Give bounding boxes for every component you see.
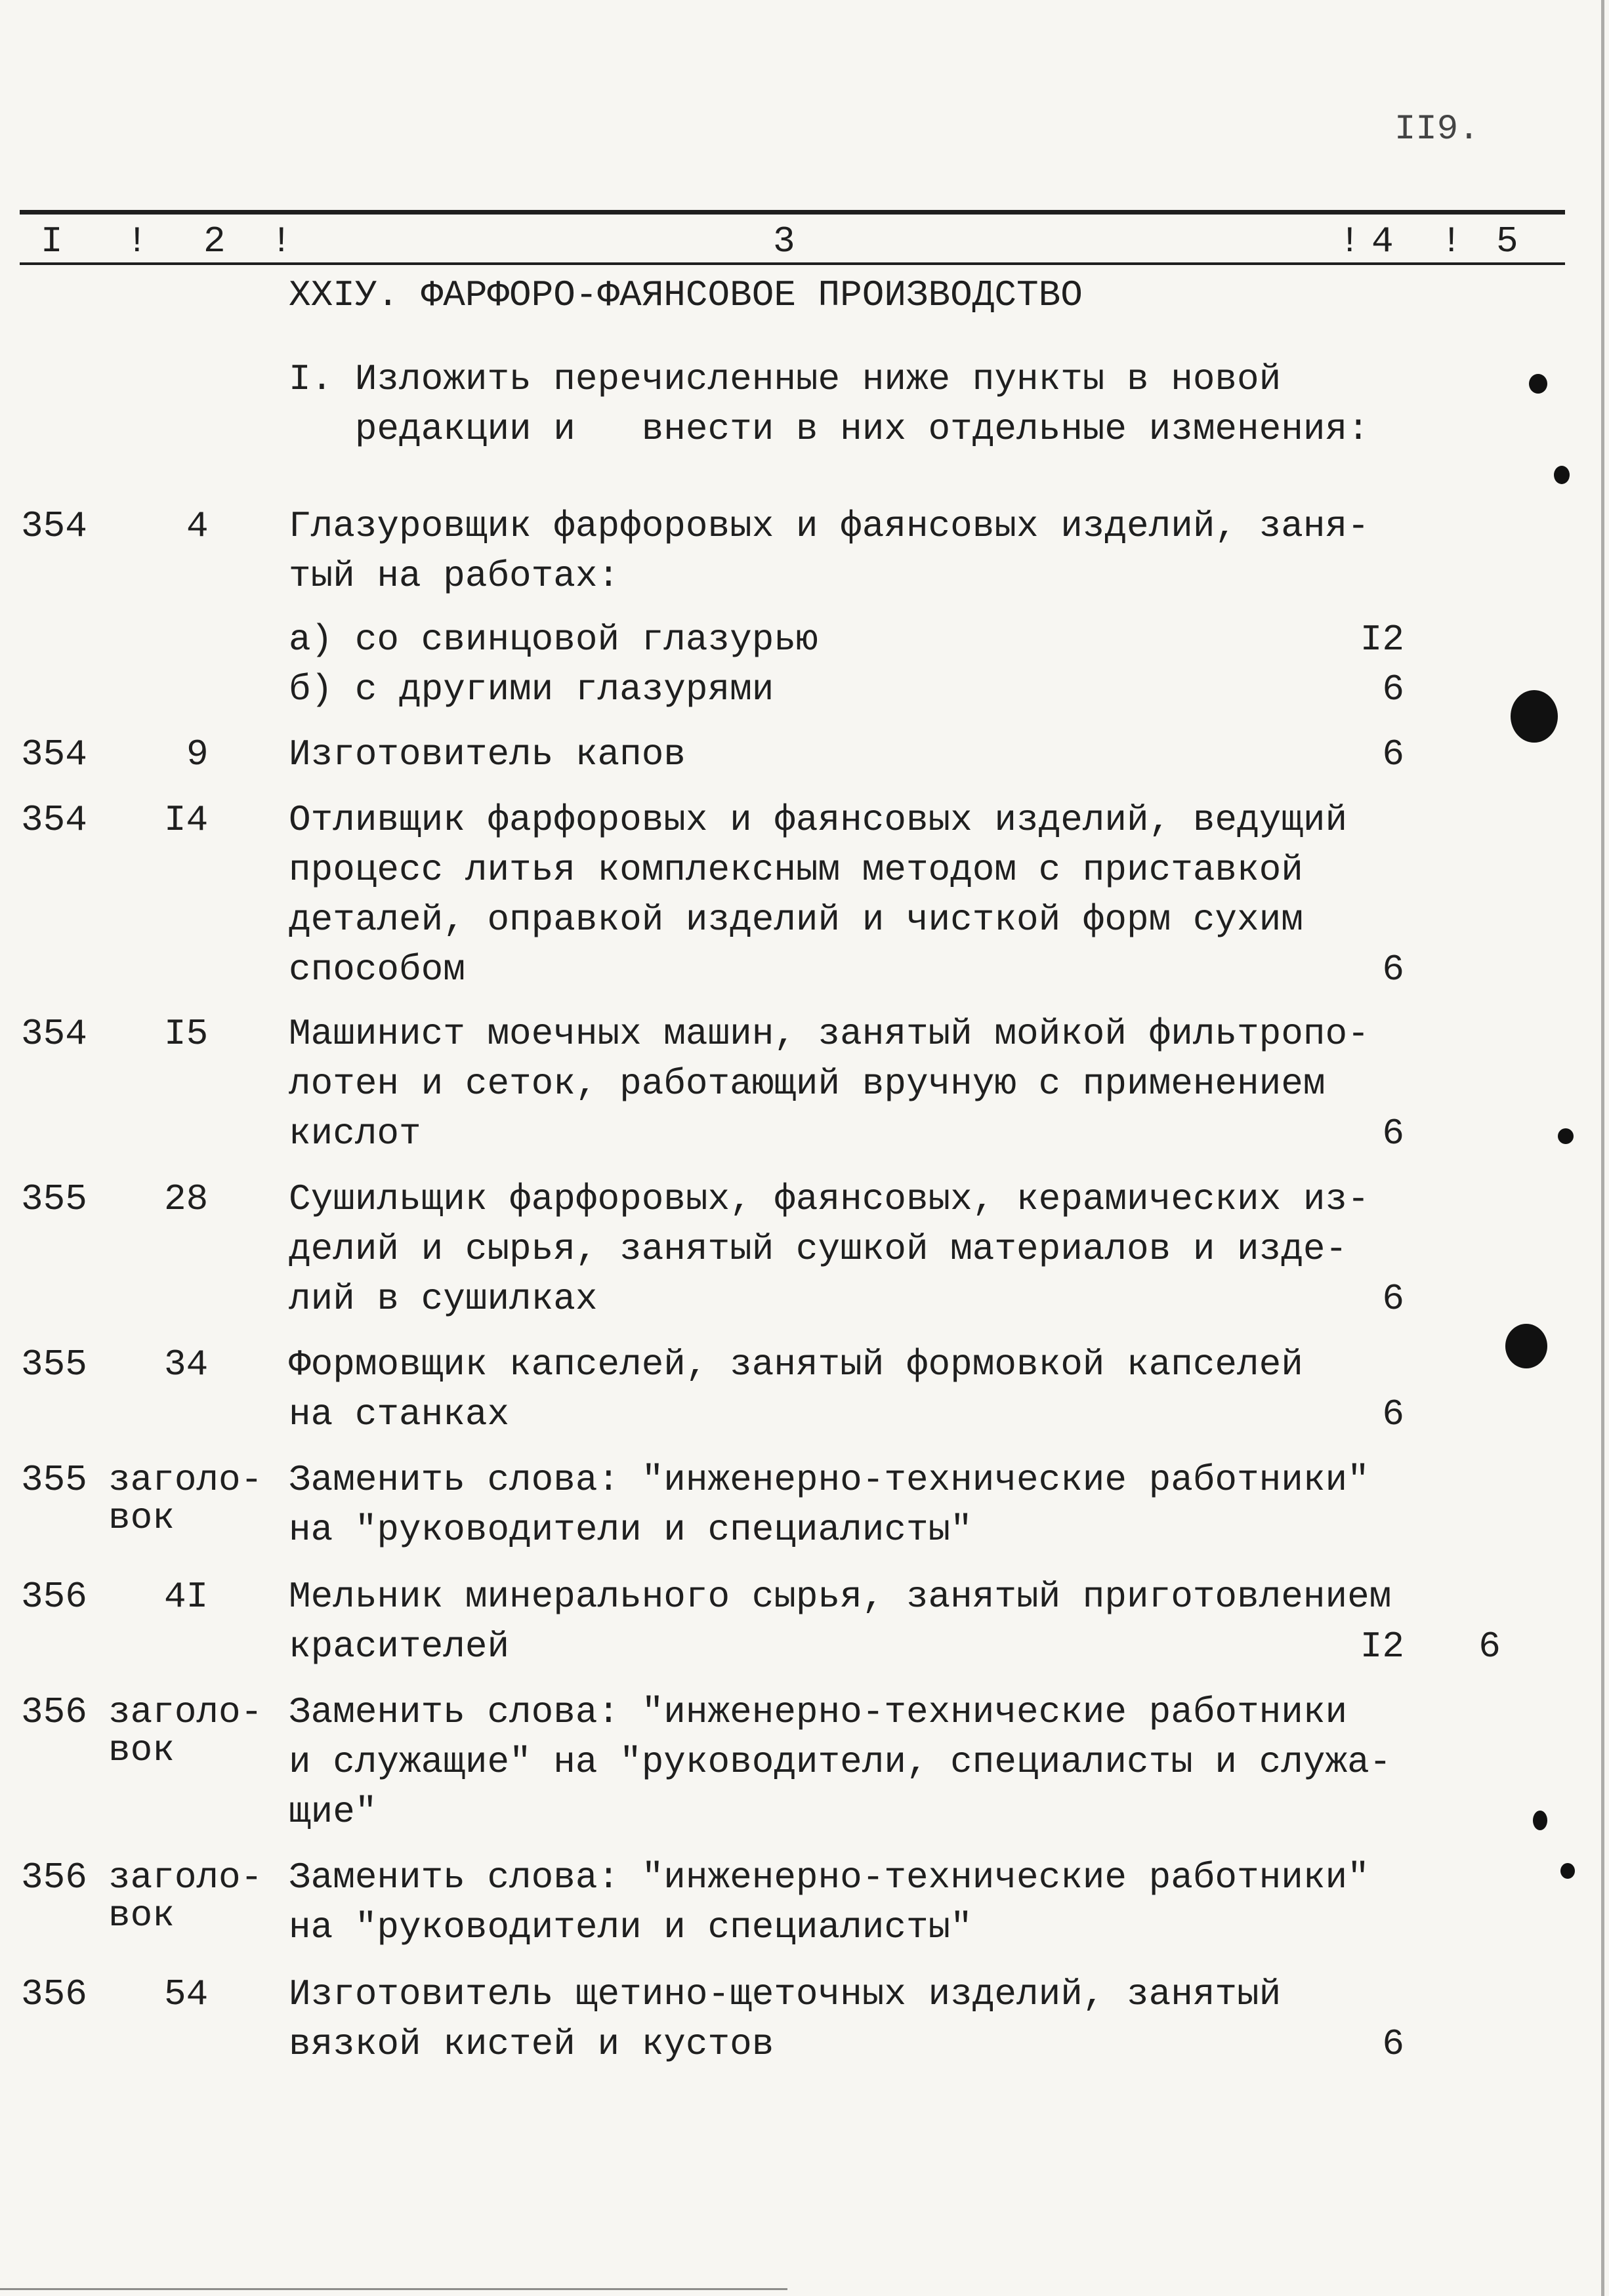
row-text-line: процесс литья комплексным методом с приставкой (289, 849, 1303, 891)
row-text-line: Отливщик фарфоровых и фаянсовых изделий, ведущий (289, 799, 1348, 841)
row-page: 356 (21, 1973, 87, 2015)
row-page: 355 (21, 1459, 87, 1501)
row-col4: I2 (1360, 619, 1404, 661)
row-text-line: на "руководители и специалисты" (289, 1509, 972, 1551)
instruction-line: I. Изложить перечисленные ниже пункты в новой (289, 358, 1282, 400)
row-text-line: Заменить слова: "инженерно-технические работники (289, 1691, 1348, 1733)
row-page: 354 (21, 799, 87, 841)
header-col-4: 4 (1371, 220, 1394, 262)
row-col5: 6 (1478, 1626, 1501, 1668)
ink-blot (1505, 1324, 1547, 1368)
row-text-line: щие" (289, 1791, 377, 1833)
row-col4: 6 (1382, 1278, 1404, 1320)
header-separator: ! (1339, 220, 1361, 262)
page-number: II9. (1394, 110, 1480, 150)
row-item: 4I (164, 1576, 209, 1618)
row-item: заголо- (108, 1856, 263, 1898)
row-item: заголо- (108, 1459, 263, 1501)
row-item: 28 (164, 1178, 209, 1220)
row-item: I4 (164, 799, 209, 841)
row-text-line: способом (289, 949, 465, 991)
row-item: 4 (186, 505, 209, 547)
header-separator: ! (1440, 220, 1463, 262)
row-text-line: Машинист моечных машин, занятый мойкой фильтропо- (289, 1013, 1369, 1055)
header-col-3: 3 (773, 220, 795, 262)
scan-edge (1601, 0, 1604, 2296)
row-page: 355 (21, 1178, 87, 1220)
row-page: 356 (21, 1576, 87, 1618)
row-col4: 6 (1382, 1113, 1404, 1155)
row-item: вок (108, 1497, 175, 1539)
header-col-1: I (41, 220, 63, 262)
header-top-rule (20, 210, 1565, 215)
ink-blot (1511, 690, 1558, 743)
row-col4: 6 (1382, 733, 1404, 775)
row-text-line: вязкой кистей и кустов (289, 2023, 774, 2065)
row-text-line: на "руководители и специалисты" (289, 1906, 972, 1948)
row-item: заголо- (108, 1691, 263, 1733)
row-text-line: деталей, оправкой изделий и чисткой форм сухим (289, 899, 1303, 941)
ink-blot (1560, 1863, 1575, 1879)
row-col4: 6 (1382, 668, 1404, 710)
header-separator: ! (126, 220, 148, 262)
row-text-line: лий в сушилках (289, 1278, 598, 1320)
row-text-line: а) со свинцовой глазурью (289, 619, 818, 661)
row-item: вок (108, 1895, 175, 1937)
ink-blot (1533, 1811, 1547, 1830)
row-item: 34 (164, 1343, 209, 1385)
row-text-line: делий и сырья, занятый сушкой материалов и изде- (289, 1228, 1348, 1270)
row-text-line: Мельник минерального сырья, занятый приготовлением (289, 1576, 1392, 1618)
row-text-line: лотен и сеток, работающий вручную с применением (289, 1063, 1326, 1105)
row-text-line: Глазуровщик фарфоровых и фаянсовых изделий, заня- (289, 505, 1369, 547)
ink-blot (1554, 466, 1570, 484)
row-text-line: кислот (289, 1113, 421, 1155)
row-page: 354 (21, 505, 87, 547)
header-col-2: 2 (203, 220, 226, 262)
row-item: I5 (164, 1013, 209, 1055)
row-col4: 6 (1382, 949, 1404, 991)
section-title: XXIУ. ФАРФОРО-ФАЯНСОВОЕ ПРОИЗВОДСТВО (289, 274, 1083, 316)
row-page: 355 (21, 1343, 87, 1385)
instruction-line: редакции и внести в них отдельные изменения: (289, 408, 1369, 450)
row-text-line: Сушильщик фарфоровых, фаянсовых, керамических из- (289, 1178, 1369, 1220)
row-col4: 6 (1382, 1393, 1404, 1435)
row-item: 54 (164, 1973, 209, 2015)
row-text-line: Изготовитель капов (289, 733, 686, 775)
row-text-line: и служащие" на "руководители, специалисты и служа- (289, 1741, 1392, 1783)
row-text-line: Заменить слова: "инженерно-технические работники" (289, 1459, 1369, 1501)
row-col4: I2 (1360, 1626, 1404, 1668)
ink-blot (1529, 374, 1547, 394)
ink-blot (1558, 1128, 1574, 1144)
row-page: 356 (21, 1856, 87, 1898)
row-text-line: б) с другими глазурями (289, 668, 774, 710)
row-text-line: Формовщик капселей, занятый формовкой капселей (289, 1343, 1303, 1385)
row-text-line: на станках (289, 1393, 510, 1435)
header-col-5: 5 (1496, 220, 1518, 262)
row-page: 354 (21, 1013, 87, 1055)
row-col4: 6 (1382, 2023, 1404, 2065)
row-text-line: Заменить слова: "инженерно-технические работники" (289, 1856, 1369, 1898)
header-separator: ! (270, 220, 293, 262)
row-item: вок (108, 1729, 175, 1771)
row-item: 9 (186, 733, 209, 775)
row-page: 354 (21, 733, 87, 775)
row-text-line: тый на работах: (289, 555, 620, 597)
row-text-line: красителей (289, 1626, 510, 1668)
row-text-line: Изготовитель щетино-щеточных изделий, занятый (289, 1973, 1282, 2015)
scan-edge (0, 2288, 787, 2290)
row-page: 356 (21, 1691, 87, 1733)
